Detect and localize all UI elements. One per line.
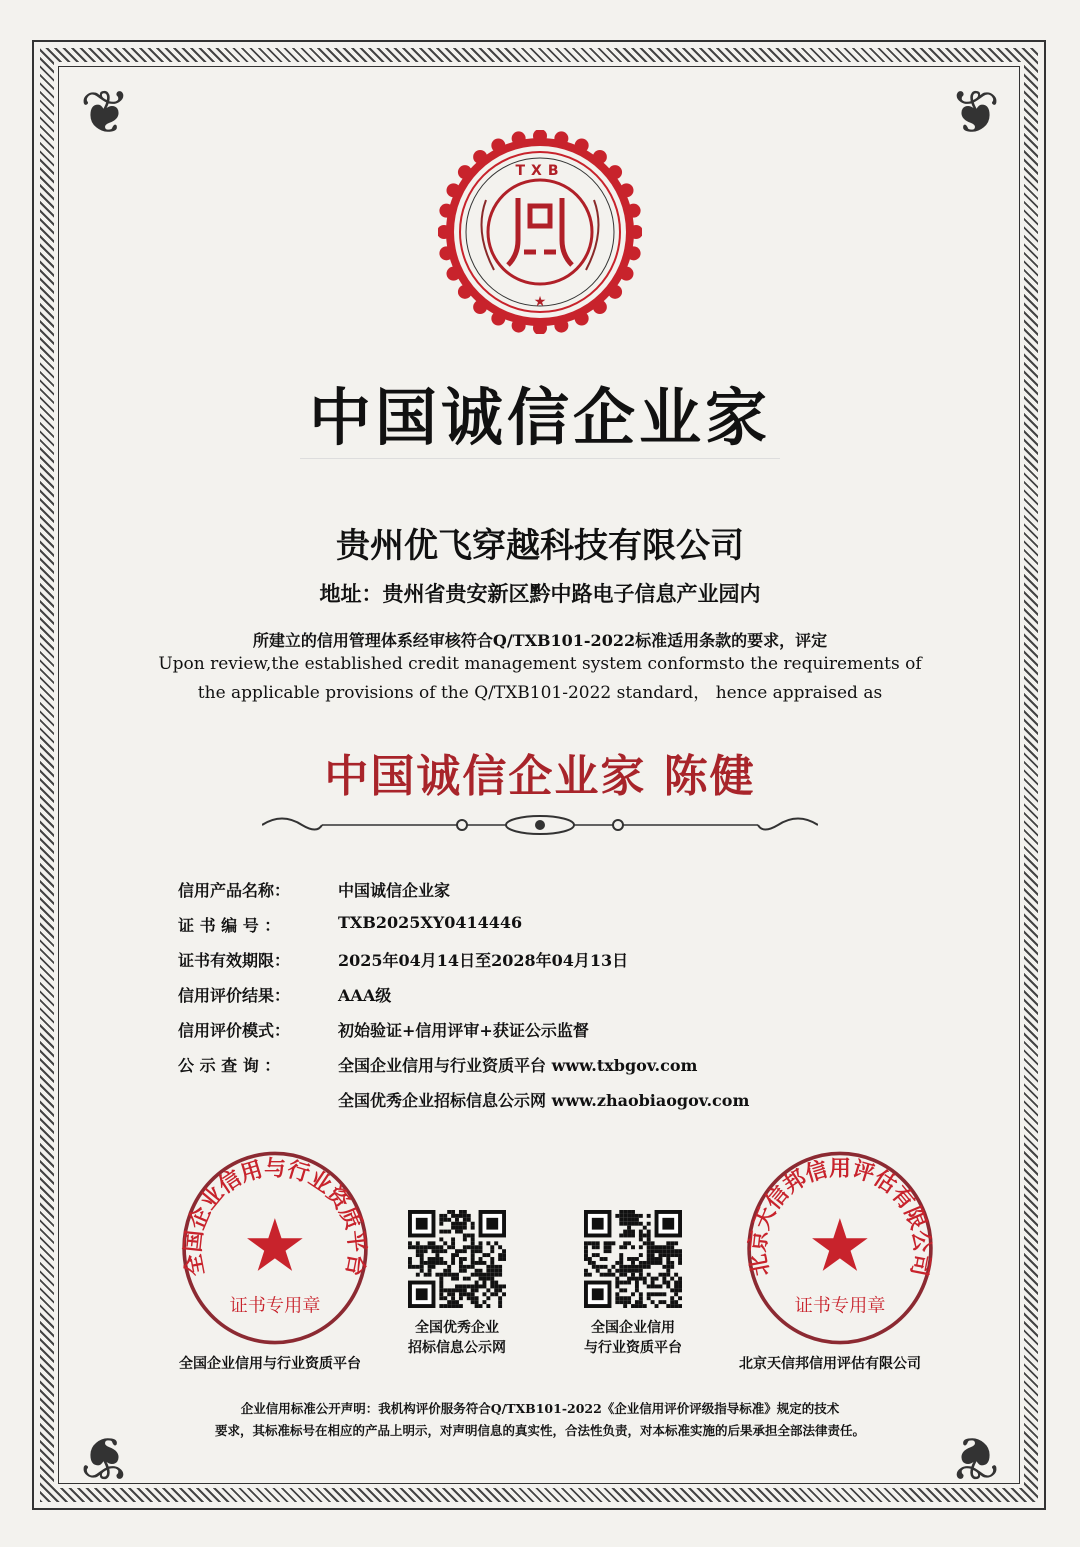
company-name: 贵州优飞穿越科技有限公司	[336, 526, 744, 566]
corner-ornament-icon: ❦	[79, 1422, 131, 1492]
qr-caption-line: 全国优秀企业	[415, 1320, 499, 1336]
footer-line-2: 要求，其标准标号在相应的产品上明示，对声明信息的真实性，合法性负责，对本标准实施的后果承担全部法律责任。	[214, 1423, 865, 1438]
txb-emblem-icon	[438, 130, 642, 334]
seal-arc-text: 全国企业信用与行业资质平台	[180, 1156, 370, 1279]
company-address: 地址：贵州省贵安新区黔中路电子信息产业园内	[319, 582, 761, 606]
info-row-validity	[178, 948, 749, 983]
info-row-number	[178, 913, 749, 948]
corner-ornament-icon: ❦	[79, 78, 131, 148]
award-title: 中国诚信企业家 陈健	[324, 751, 756, 802]
info-label: 证书有效期限：	[178, 951, 291, 970]
info-row-product	[178, 878, 749, 913]
info-row-query	[178, 1053, 749, 1088]
info-value: AAA级	[338, 986, 392, 1005]
info-row-result	[178, 983, 749, 1018]
info-label: 证 书 编 号 ：	[178, 916, 281, 935]
info-value: TXB2025XY0414446	[338, 913, 523, 932]
seal-bottom-text: 证书专用章	[229, 1295, 321, 1317]
corner-ornament-icon: ❦	[949, 78, 1001, 148]
seal-bottom-text: 证书专用章	[794, 1295, 886, 1317]
info-row-query-extra	[178, 1088, 749, 1123]
ornament-divider-icon	[262, 812, 818, 838]
footer-line-1: 企业信用标准公开声明：我机构评价服务符合Q/TXB101-2022《企业信用评价评级指导标准》规定的技术	[240, 1401, 840, 1416]
qr-code-zhaobiao[interactable]	[408, 1208, 506, 1310]
qr-caption-zhaobiao	[390, 1318, 524, 1358]
divider-line	[300, 458, 780, 459]
info-label: 信用评价模式：	[178, 1021, 291, 1040]
info-value: 中国诚信企业家	[338, 881, 451, 900]
certificate-info	[178, 878, 749, 1123]
svg-text:★: ★	[533, 294, 547, 310]
seal-arc-text: 北京天信邦信用评估有限公司	[745, 1156, 935, 1279]
footer-declaration	[0, 1398, 1080, 1442]
info-label: 公 示 查 询 ：	[178, 1056, 281, 1075]
info-label: 信用产品名称：	[178, 881, 291, 900]
qr-caption-line: 与行业资质平台	[584, 1340, 682, 1356]
corner-ornament-icon: ❦	[949, 1422, 1001, 1492]
star-icon: ★	[807, 1203, 873, 1289]
statement-en-line-1: Upon review,the established credit management system conformsto the requirements of	[158, 654, 922, 674]
seal-caption-left: 全国企业信用与行业资质平台	[179, 1356, 361, 1372]
qr-caption-line: 招标信息公示网	[408, 1340, 506, 1356]
qr-code-txbgov[interactable]	[584, 1208, 682, 1310]
official-seal-left	[175, 1148, 375, 1348]
seal-caption-right: 北京天信邦信用评估有限公司	[739, 1356, 921, 1372]
info-label: 信用评价结果：	[178, 986, 291, 1005]
emblem-text: TXB	[515, 163, 565, 179]
official-seal-right	[740, 1148, 940, 1348]
info-value: 全国优秀企业招标信息公示网 www.zhaobiaogov.com	[338, 1091, 750, 1110]
info-value: 2025年04月14日至2028年04月13日	[338, 951, 629, 970]
certificate-title: 中国诚信企业家	[308, 381, 771, 454]
qr-caption-line: 全国企业信用	[591, 1320, 675, 1336]
info-value: 全国企业信用与行业资质平台 www.txbgov.com	[338, 1056, 698, 1075]
statement-en-line-2: the applicable provisions of the Q/TXB101-2022 standard， hence appraised as	[197, 683, 883, 703]
info-row-mode	[178, 1018, 749, 1053]
statement-cn: 所建立的信用管理体系经审核符合Q/TXB101-2022标准适用条款的要求，评定	[252, 631, 828, 650]
info-value: 初始验证+信用评审+获证公示监督	[338, 1021, 589, 1040]
star-icon: ★	[242, 1203, 308, 1289]
qr-caption-txbgov	[566, 1318, 700, 1358]
